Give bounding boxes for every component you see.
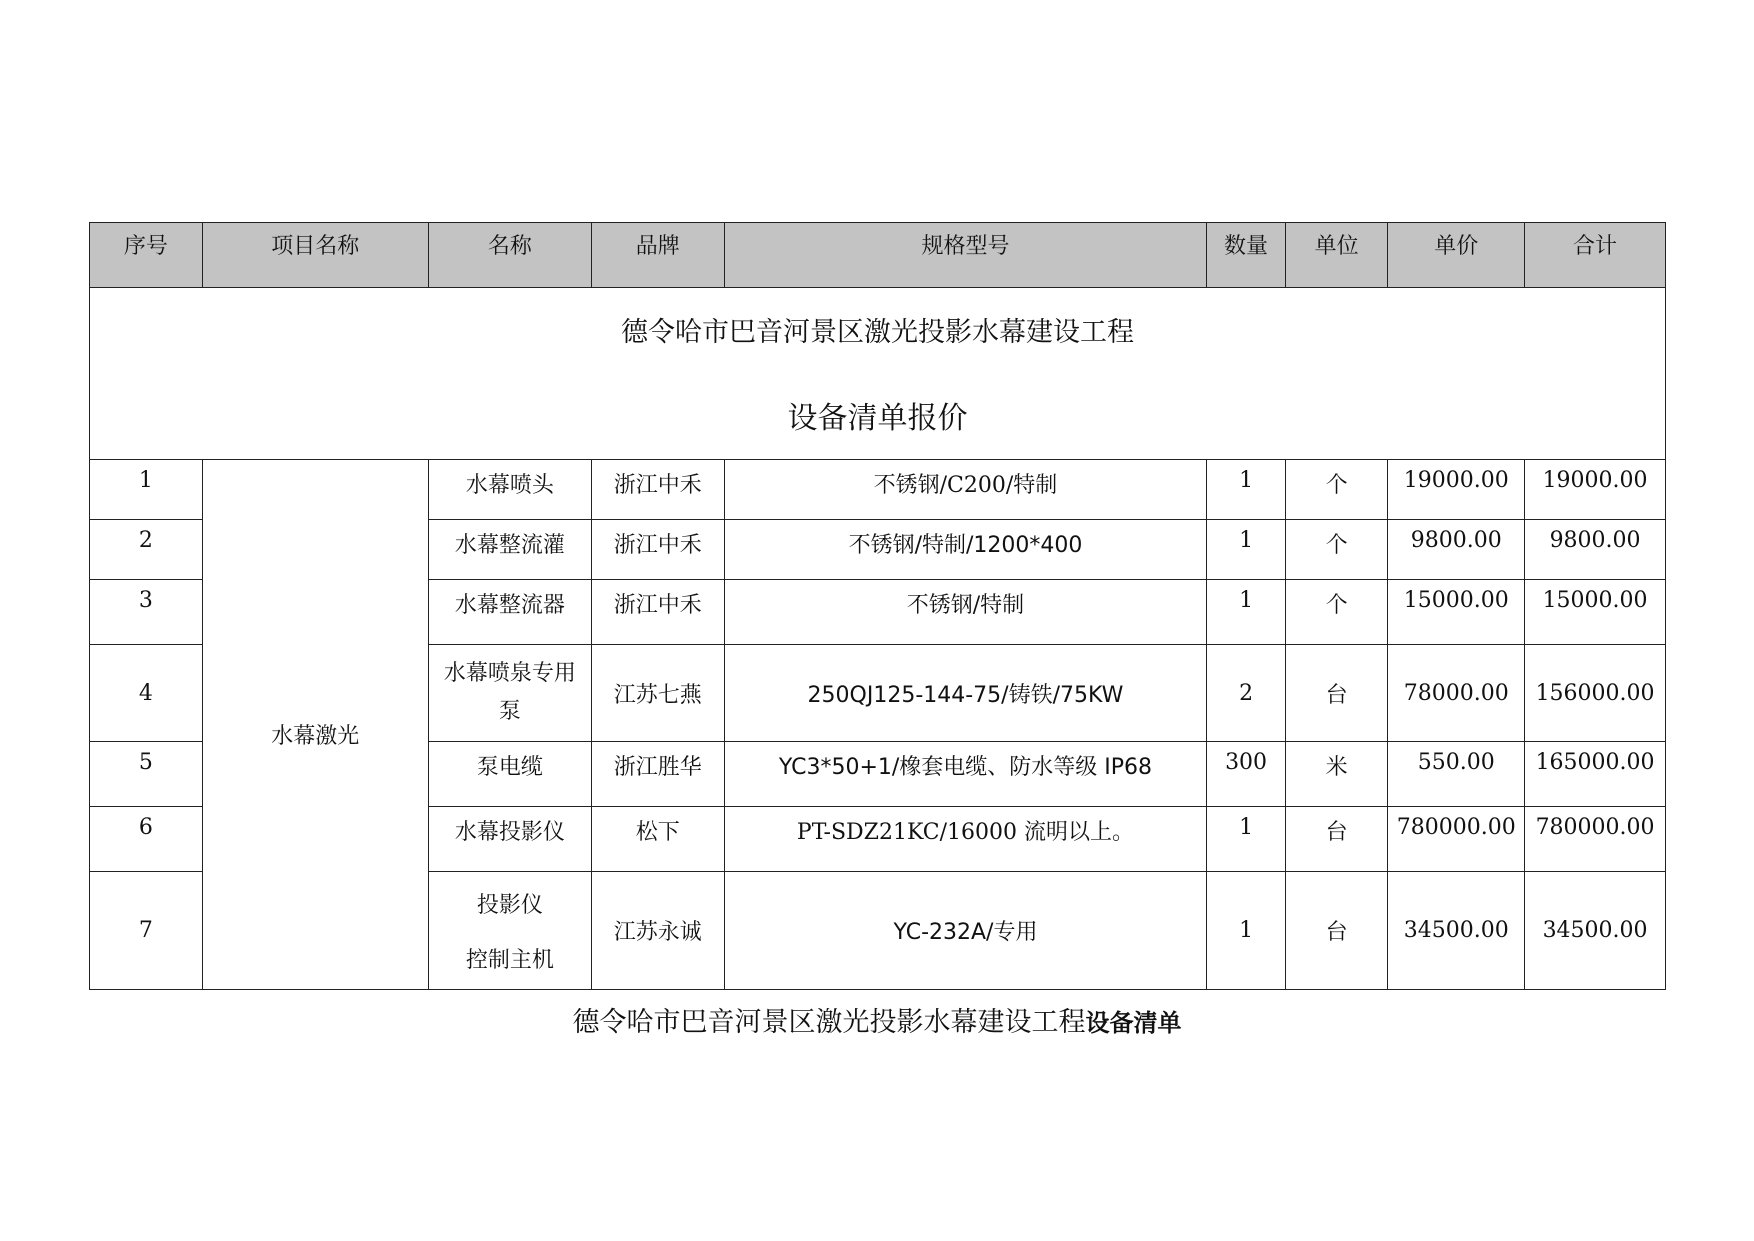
row-total: 156000.00 — [1525, 645, 1666, 742]
row-spec: YC3*50+1/橡套电缆、防水等级 IP68 — [724, 742, 1207, 807]
row-price: 550.00 — [1388, 742, 1525, 807]
equipment-quote-table — [89, 222, 1666, 990]
row-total: 9800.00 — [1525, 520, 1666, 580]
row-qty: 300 — [1207, 742, 1285, 807]
row-name: 泵电缆 — [428, 742, 591, 807]
document-title: 德令哈市巴音河景区激光投影水幕建设工程 — [621, 317, 1134, 348]
row-name: 水幕投影仪 — [428, 807, 591, 872]
row-total: 780000.00 — [1525, 807, 1666, 872]
project-name-cell: 水幕激光 — [202, 460, 428, 990]
col-header-unit: 单位 — [1285, 223, 1388, 288]
table-row — [90, 460, 1666, 520]
row-unit: 台 — [1285, 872, 1388, 990]
document-subtitle: 设备清单报价 — [787, 401, 968, 436]
row-unit: 台 — [1285, 807, 1388, 872]
row-qty: 1 — [1207, 872, 1285, 990]
row-name — [428, 645, 591, 742]
row-name-line2: 泵 — [498, 699, 521, 724]
row-price: 34500.00 — [1388, 872, 1525, 990]
row-brand: 浙江中禾 — [591, 460, 724, 520]
col-header-price: 单价 — [1388, 223, 1525, 288]
row-no: 2 — [90, 520, 203, 580]
col-header-brand: 品牌 — [591, 223, 724, 288]
row-brand: 松下 — [591, 807, 724, 872]
col-header-total: 合计 — [1525, 223, 1666, 288]
row-price: 19000.00 — [1388, 460, 1525, 520]
document-footer — [0, 1000, 1754, 1039]
row-spec: 不锈钢/特制 — [724, 580, 1207, 645]
row-brand: 浙江胜华 — [591, 742, 724, 807]
col-header-project: 项目名称 — [202, 223, 428, 288]
row-spec: 不锈钢/C200/特制 — [724, 460, 1207, 520]
row-total: 34500.00 — [1525, 872, 1666, 990]
row-qty: 2 — [1207, 645, 1285, 742]
row-name-line1: 投影仪 — [476, 892, 543, 918]
row-price: 78000.00 — [1388, 645, 1525, 742]
col-header-name: 名称 — [428, 223, 591, 288]
row-unit: 米 — [1285, 742, 1388, 807]
row-name: 水幕喷头 — [428, 460, 591, 520]
row-qty: 1 — [1207, 460, 1285, 520]
row-spec: 250QJ125-144-75/铸铁/75KW — [724, 645, 1207, 742]
row-no: 6 — [90, 807, 203, 872]
title-cell — [90, 288, 1666, 460]
row-qty: 1 — [1207, 580, 1285, 645]
row-spec: 不锈钢/特制/1200*400 — [724, 520, 1207, 580]
row-no: 5 — [90, 742, 203, 807]
row-brand: 江苏永诚 — [591, 872, 724, 990]
row-brand: 江苏七燕 — [591, 645, 724, 742]
row-brand: 浙江中禾 — [591, 520, 724, 580]
row-price: 9800.00 — [1388, 520, 1525, 580]
col-header-qty: 数量 — [1207, 223, 1285, 288]
col-header-spec: 规格型号 — [724, 223, 1207, 288]
footer-title: 德令哈市巴音河景区激光投影水幕建设工程 — [572, 1007, 1086, 1038]
title-row — [90, 288, 1666, 460]
row-total: 15000.00 — [1525, 580, 1666, 645]
row-brand: 浙江中禾 — [591, 580, 724, 645]
row-name: 水幕整流灌 — [428, 520, 591, 580]
row-qty: 1 — [1207, 807, 1285, 872]
row-unit: 台 — [1285, 645, 1388, 742]
row-price: 780000.00 — [1388, 807, 1525, 872]
row-spec: YC-232A/专用 — [724, 872, 1207, 990]
row-name — [428, 872, 591, 990]
row-total: 165000.00 — [1525, 742, 1666, 807]
row-name-line1: 水幕喷泉专用 — [443, 661, 576, 686]
row-no: 3 — [90, 580, 203, 645]
row-total: 19000.00 — [1525, 460, 1666, 520]
row-name-line2: 控制主机 — [465, 947, 554, 973]
col-header-no: 序号 — [90, 223, 203, 288]
row-name: 水幕整流器 — [428, 580, 591, 645]
row-spec: PT-SDZ21KC/16000 流明以上。 — [724, 807, 1207, 872]
row-unit: 个 — [1285, 460, 1388, 520]
row-no: 7 — [90, 872, 203, 990]
footer-title-bold: 设备清单 — [1085, 1009, 1182, 1037]
header-row — [90, 223, 1666, 288]
row-price: 15000.00 — [1388, 580, 1525, 645]
row-no: 1 — [90, 460, 203, 520]
row-unit: 个 — [1285, 520, 1388, 580]
row-qty: 1 — [1207, 520, 1285, 580]
row-unit: 个 — [1285, 580, 1388, 645]
row-no: 4 — [90, 645, 203, 742]
